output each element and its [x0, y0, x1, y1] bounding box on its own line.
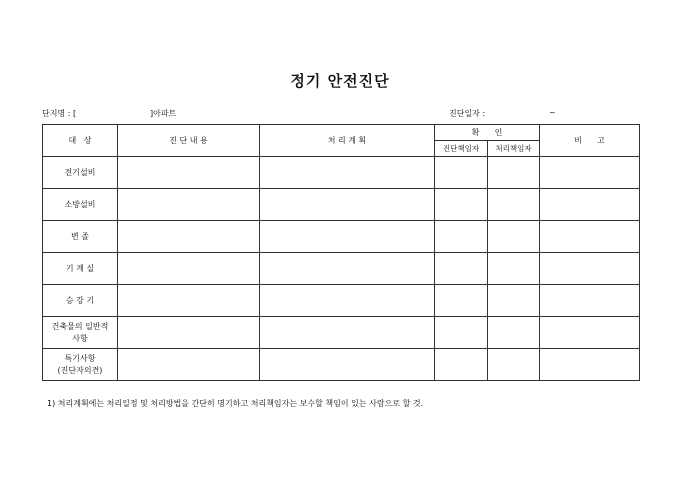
row-label: 특기사항 (진단자의견) — [43, 349, 118, 381]
processor-cell[interactable] — [488, 189, 540, 221]
row-label: 기 계 실 — [43, 253, 118, 285]
inspector-cell[interactable] — [435, 221, 488, 253]
remarks-cell[interactable] — [540, 285, 640, 317]
header-processor-in-charge: 처리책임자 — [488, 141, 540, 157]
header-category: 대 상 — [43, 125, 118, 157]
inspection-table — [42, 124, 640, 381]
inspector-cell[interactable] — [435, 285, 488, 317]
processor-cell[interactable] — [488, 349, 540, 381]
row-label: 변 졸 — [43, 221, 118, 253]
action-plan-cell[interactable] — [260, 285, 435, 317]
inspector-cell[interactable] — [435, 349, 488, 381]
inspection-content-cell[interactable] — [118, 285, 260, 317]
row-label: 소방설비 — [43, 189, 118, 221]
remarks-cell[interactable] — [540, 189, 640, 221]
header-remarks: 비 고 — [540, 125, 640, 157]
action-plan-cell[interactable] — [260, 253, 435, 285]
inspection-content-cell[interactable] — [118, 189, 260, 221]
action-plan-cell[interactable] — [260, 349, 435, 381]
complex-name-label: 단지명 : [ — [42, 109, 77, 118]
table-row — [43, 349, 640, 381]
inspection-content-cell[interactable] — [118, 157, 260, 189]
inspector-cell[interactable] — [435, 157, 488, 189]
apartment-label: ]아파트 — [150, 109, 177, 118]
inspection-content-cell[interactable] — [118, 221, 260, 253]
remarks-cell[interactable] — [540, 253, 640, 285]
remarks-cell[interactable] — [540, 221, 640, 253]
action-plan-cell[interactable] — [260, 221, 435, 253]
footnote: 1) 처리계획에는 처리일정 및 처리방법을 간단히 명기하고 처리책임자는 보수할 책임이 있는 사람으로 할 것. — [47, 399, 424, 408]
header-action-plan: 처 리 계 획 — [260, 125, 435, 157]
row-label: 전기설비 — [43, 157, 118, 189]
action-plan-cell[interactable] — [260, 189, 435, 221]
inspector-cell[interactable] — [435, 317, 488, 349]
table-row — [43, 221, 640, 253]
processor-cell[interactable] — [488, 253, 540, 285]
header-inspection-content: 진 단 내 용 — [118, 125, 260, 157]
table-row — [43, 317, 640, 349]
inspection-content-cell[interactable] — [118, 349, 260, 381]
processor-cell[interactable] — [488, 221, 540, 253]
inspector-cell[interactable] — [435, 253, 488, 285]
table-row — [43, 253, 640, 285]
inspection-content-cell[interactable] — [118, 253, 260, 285]
inspection-date-label: 진단일자 : — [449, 109, 486, 118]
date-range-separator: ~ — [549, 108, 556, 117]
action-plan-cell[interactable] — [260, 157, 435, 189]
header-inspector-in-charge: 진단책임자 — [435, 141, 488, 157]
inspector-cell[interactable] — [435, 189, 488, 221]
processor-cell[interactable] — [488, 285, 540, 317]
row-label: 건축물의 일반적 사항 — [43, 317, 118, 349]
remarks-cell[interactable] — [540, 157, 640, 189]
table-row — [43, 285, 640, 317]
inspection-content-cell[interactable] — [118, 317, 260, 349]
table-row — [43, 189, 640, 221]
table-row — [43, 157, 640, 189]
remarks-cell[interactable] — [540, 317, 640, 349]
row-label: 승 강 기 — [43, 285, 118, 317]
processor-cell[interactable] — [488, 157, 540, 189]
action-plan-cell[interactable] — [260, 317, 435, 349]
processor-cell[interactable] — [488, 317, 540, 349]
header-confirmation: 확 인 — [435, 125, 540, 141]
remarks-cell[interactable] — [540, 349, 640, 381]
document-title: 정기 안전진단 — [290, 72, 390, 90]
